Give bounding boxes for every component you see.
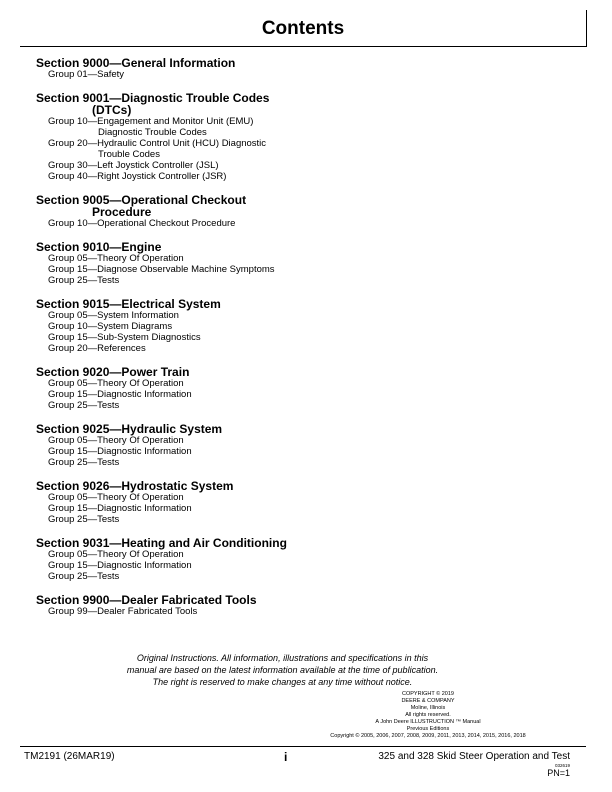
section-title[interactable] bbox=[36, 423, 456, 435]
toc-section bbox=[36, 366, 456, 411]
section-title-text: Section 9010—Engine bbox=[36, 240, 162, 254]
group-entry[interactable] bbox=[36, 138, 456, 160]
copyright-line: DEERE & COMPANY bbox=[401, 698, 455, 704]
section-title[interactable] bbox=[36, 241, 456, 253]
group-entry[interactable] bbox=[36, 69, 456, 80]
disclaimer-line: The right is reserved to make changes at any time without notice. bbox=[152, 677, 413, 687]
group-entry[interactable] bbox=[36, 160, 456, 171]
toc-section bbox=[36, 241, 456, 286]
section-title[interactable] bbox=[36, 57, 456, 69]
group-entry[interactable] bbox=[36, 218, 456, 229]
group-text: Group 05—Theory Of Operation bbox=[48, 492, 184, 503]
group-entry[interactable] bbox=[36, 171, 456, 182]
group-text: Group 40—Right Joystick Controller (JSR) bbox=[48, 171, 227, 182]
section-title[interactable] bbox=[36, 92, 456, 116]
copyright-line: Previous Editions bbox=[406, 726, 450, 732]
group-text-continuation: Diagnostic Trouble Codes bbox=[98, 127, 207, 138]
toc-section bbox=[36, 92, 456, 182]
section-title-continuation: (DTCs) bbox=[92, 103, 132, 117]
group-entry[interactable] bbox=[36, 378, 456, 389]
group-text: Group 25—Tests bbox=[48, 571, 120, 582]
group-text: Group 10—System Diagrams bbox=[48, 321, 173, 332]
footer-code: 032619 bbox=[554, 763, 570, 768]
section-title-text: Section 9001—Diagnostic Trouble Codes bbox=[36, 91, 270, 105]
copyright-block bbox=[300, 691, 556, 740]
group-text: Group 25—Tests bbox=[48, 514, 120, 525]
group-entry[interactable] bbox=[36, 400, 456, 411]
group-entry[interactable] bbox=[36, 503, 456, 514]
group-entry[interactable] bbox=[36, 321, 456, 332]
group-text: Group 15—Diagnostic Information bbox=[48, 560, 192, 571]
header-box bbox=[20, 10, 587, 47]
group-text: Group 05—Theory Of Operation bbox=[48, 549, 184, 560]
group-text-continuation: Trouble Codes bbox=[98, 149, 160, 160]
group-text: Group 25—Tests bbox=[48, 275, 120, 286]
section-title-text: Section 9025—Hydraulic System bbox=[36, 422, 223, 436]
section-title[interactable] bbox=[36, 594, 456, 606]
table-of-contents bbox=[36, 57, 456, 629]
group-entry[interactable] bbox=[36, 332, 456, 343]
group-entry[interactable] bbox=[36, 116, 456, 138]
copyright-line: Copyright © 2005, 2006, 2007, 2008, 2009, 2011, 2013, 2014, 2015, 2016, 2018 bbox=[330, 733, 526, 739]
toc-section bbox=[36, 480, 456, 525]
footer-pn: PN=1 bbox=[547, 768, 570, 778]
section-title-text: Section 9005—Operational Checkout bbox=[36, 193, 247, 207]
copyright-line: All rights reserved. bbox=[405, 712, 451, 718]
group-text: Group 20—References bbox=[48, 343, 146, 354]
group-entry[interactable] bbox=[36, 389, 456, 400]
group-entry[interactable] bbox=[36, 571, 456, 582]
group-entry[interactable] bbox=[36, 549, 456, 560]
section-title[interactable] bbox=[36, 480, 456, 492]
toc-section bbox=[36, 194, 456, 229]
section-title-text: Section 9900—Dealer Fabricated Tools bbox=[36, 593, 257, 607]
section-title-text: Section 9026—Hydrostatic System bbox=[36, 479, 234, 493]
section-title[interactable] bbox=[36, 366, 456, 378]
section-title[interactable] bbox=[36, 537, 456, 549]
group-entry[interactable] bbox=[36, 514, 456, 525]
group-text: Group 05—Theory Of Operation bbox=[48, 253, 184, 264]
footer-divider bbox=[20, 746, 586, 747]
group-text: Group 15—Diagnostic Information bbox=[48, 446, 192, 457]
section-title[interactable] bbox=[36, 194, 456, 218]
group-text: Group 15—Diagnose Observable Machine Symptoms bbox=[48, 264, 275, 275]
section-title-text: Section 9000—General Information bbox=[36, 56, 236, 70]
group-entry[interactable] bbox=[36, 310, 456, 321]
group-text: Group 05—System Information bbox=[48, 310, 179, 321]
toc-section bbox=[36, 298, 456, 354]
toc-section bbox=[36, 423, 456, 468]
copyright-line: Moline, Illinois bbox=[410, 705, 446, 711]
group-text: Group 10—Engagement and Monitor Unit (EMU) bbox=[48, 116, 254, 127]
toc-section bbox=[36, 594, 456, 617]
group-entry[interactable] bbox=[36, 275, 456, 286]
group-text: Group 15—Diagnostic Information bbox=[48, 389, 192, 400]
group-entry[interactable] bbox=[36, 343, 456, 354]
disclaimer bbox=[80, 652, 485, 688]
section-title-continuation: Procedure bbox=[92, 205, 152, 219]
group-entry[interactable] bbox=[36, 435, 456, 446]
copyright-line: COPYRIGHT © 2019 bbox=[402, 691, 454, 697]
toc-section bbox=[36, 57, 456, 80]
group-text: Group 15—Diagnostic Information bbox=[48, 503, 192, 514]
section-title-text: Section 9031—Heating and Air Conditioning bbox=[36, 536, 287, 550]
group-entry[interactable] bbox=[36, 457, 456, 468]
group-entry[interactable] bbox=[36, 560, 456, 571]
toc-section bbox=[36, 537, 456, 582]
section-title-text: Section 9015—Electrical System bbox=[36, 297, 221, 311]
group-text: Group 15—Sub-System Diagnostics bbox=[48, 332, 201, 343]
group-entry[interactable] bbox=[36, 446, 456, 457]
page-title: Contents bbox=[261, 18, 345, 39]
group-entry[interactable] bbox=[36, 264, 456, 275]
copyright-line: A John Deere ILLUSTRUCTION ™ Manual bbox=[375, 719, 481, 725]
section-title[interactable] bbox=[36, 298, 456, 310]
group-text: Group 99—Dealer Fabricated Tools bbox=[48, 606, 198, 617]
disclaimer-line: manual are based on the latest information available at the time of publication. bbox=[126, 665, 439, 675]
group-text: Group 05—Theory Of Operation bbox=[48, 378, 184, 389]
group-entry[interactable] bbox=[36, 606, 456, 617]
group-text: Group 10—Operational Checkout Procedure bbox=[48, 218, 236, 229]
footer-doc-id: TM2191 (26MAR19) bbox=[24, 751, 115, 762]
group-text: Group 25—Tests bbox=[48, 457, 120, 468]
group-entry[interactable] bbox=[36, 253, 456, 264]
group-text: Group 01—Safety bbox=[48, 69, 125, 80]
footer-manual-title: 325 and 328 Skid Steer Operation and Test bbox=[378, 751, 570, 762]
group-text: Group 20—Hydraulic Control Unit (HCU) Diagnostic bbox=[48, 138, 267, 149]
footer-page-number: i bbox=[284, 750, 288, 764]
section-title-text: Section 9020—Power Train bbox=[36, 365, 190, 379]
disclaimer-line: Original Instructions. All information, illustrations and specifications in this bbox=[136, 653, 429, 663]
group-entry[interactable] bbox=[36, 492, 456, 503]
group-text: Group 05—Theory Of Operation bbox=[48, 435, 184, 446]
group-text: Group 30—Left Joystick Controller (JSL) bbox=[48, 160, 219, 171]
group-text: Group 25—Tests bbox=[48, 400, 120, 411]
